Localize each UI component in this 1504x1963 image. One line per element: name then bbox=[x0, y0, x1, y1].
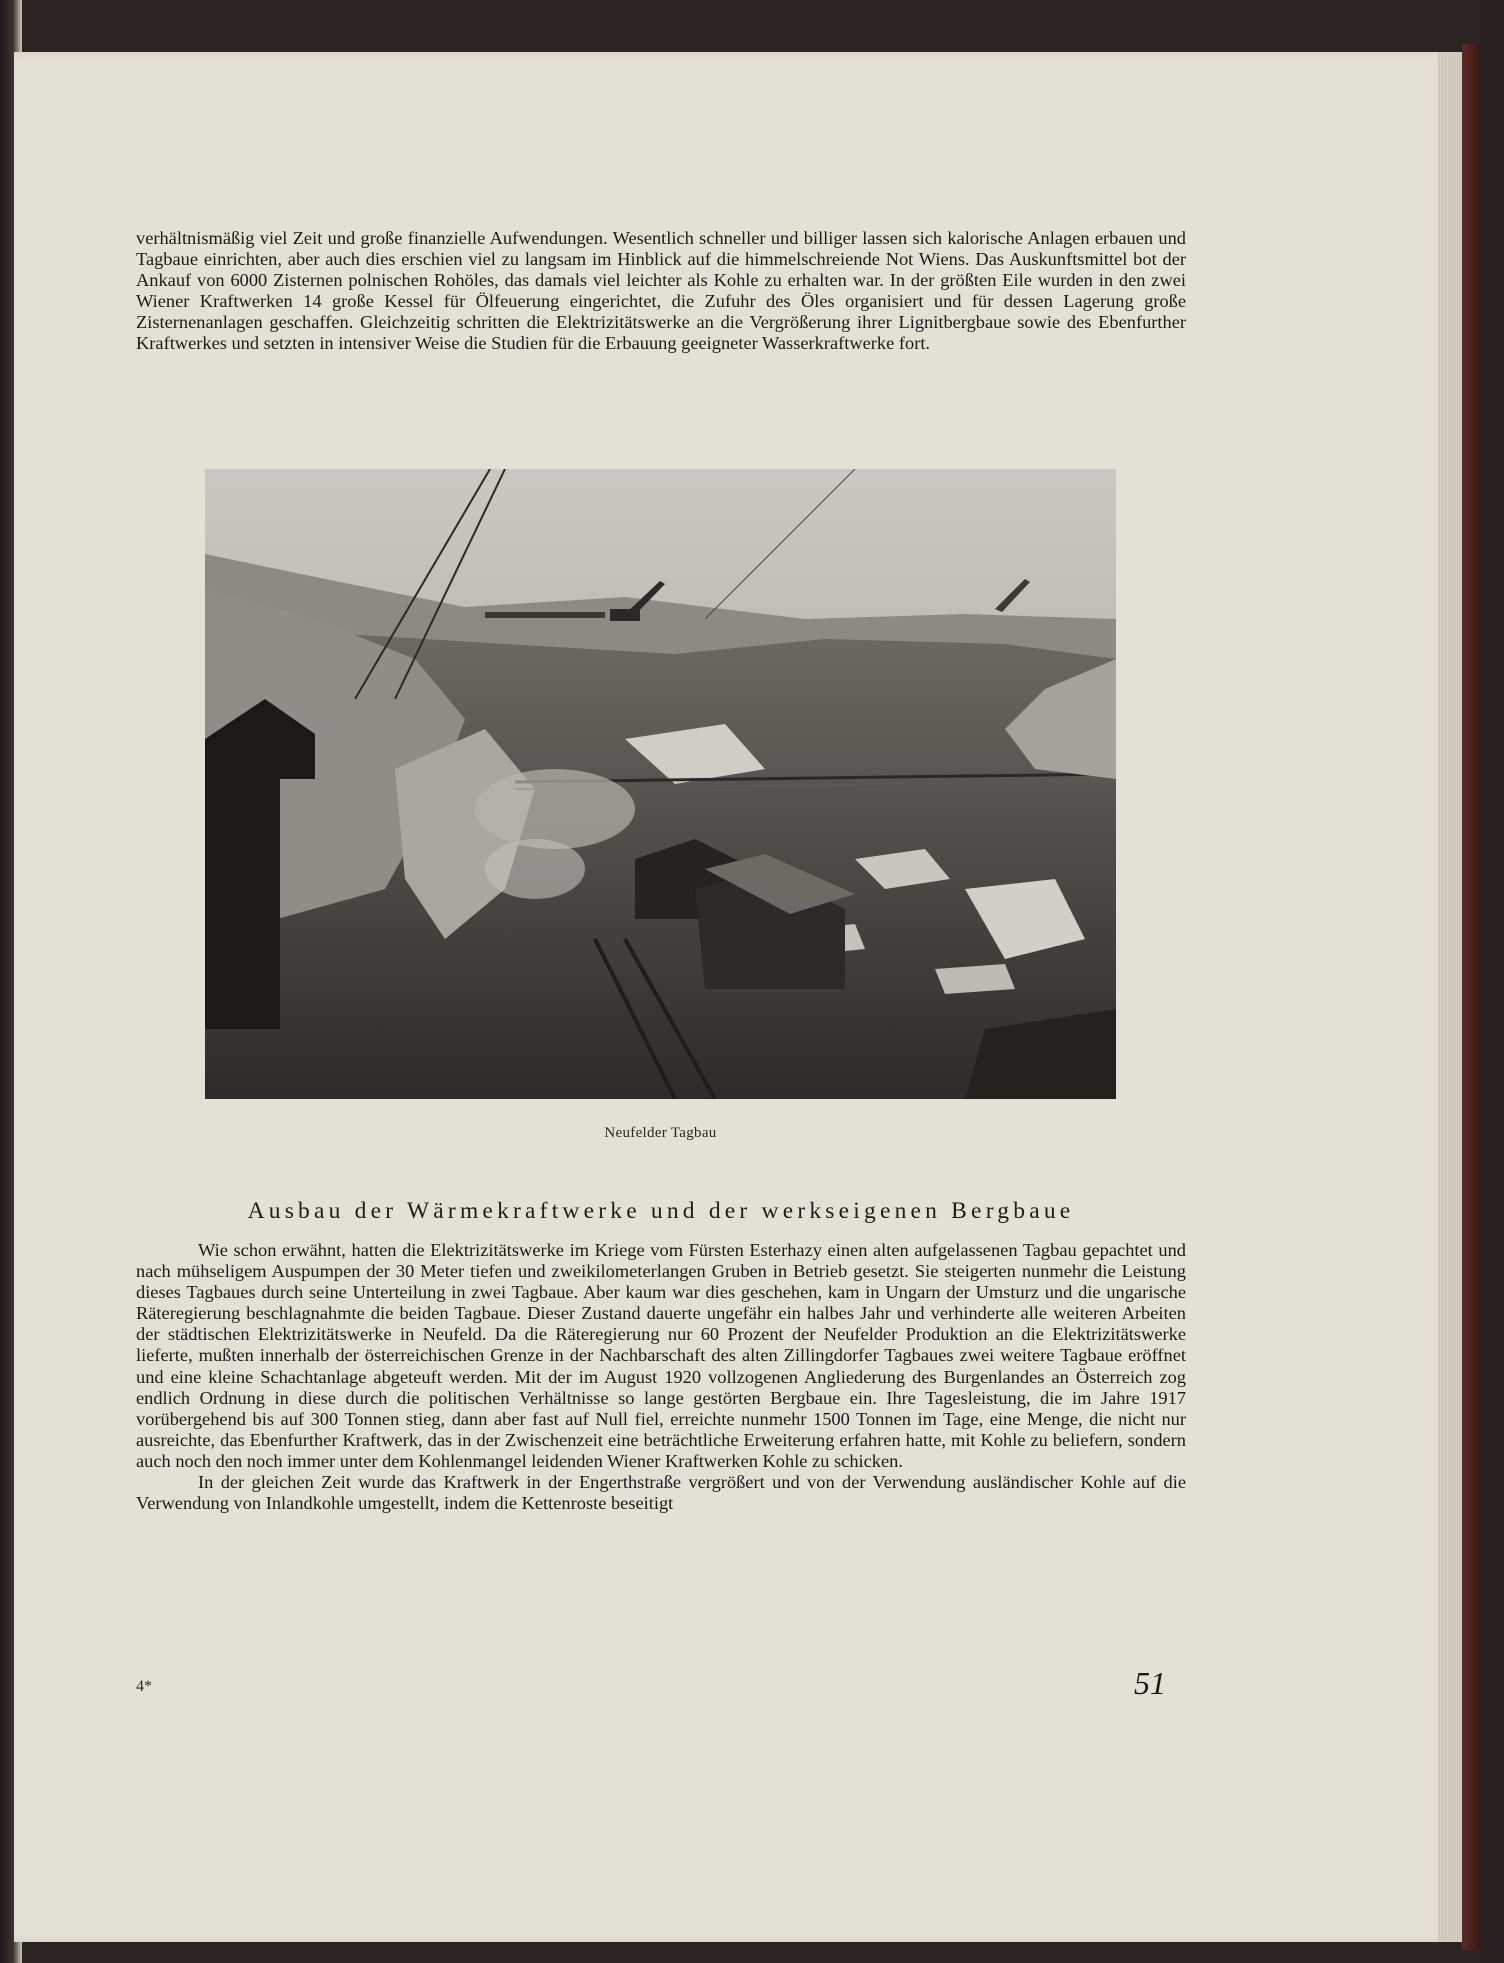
section-heading: Ausbau der Wärmekraftwerke und der werkseigenen Bergbaue bbox=[247, 1198, 1075, 1224]
mine-photograph bbox=[205, 469, 1116, 1099]
page-stack-edge bbox=[1438, 52, 1462, 1942]
section-paragraph-1: Wie schon erwähnt, hatten die Elektrizitätswerke im Kriege vom Fürsten Esterhazy einen alten aufgelassenen Tagbau gepachtet und nach mühseligem Auspumpen der 30 Meter tiefen und zweikilometerlangen Gruben in Betrieb gesetzt. Sie steigerten nunmehr die Leistung dieses Tagbaues durch seine Unterteilung in zwei Tagbaue. Aber kaum war dies geschehen, kam in Ungarn der Umsturz und die ungarische Räteregierung beschlagnahmte die beiden Tagbaue. Dieser Zustand dauerte ungefähr ein halbes Jahr und verhinderte alle weiteren Arbeiten der städtischen Elektrizitätswerke in Neufeld. Da die Räteregierung nur 60 Prozent der Neufelder Produktion an die Elektrizitätswerke lieferte, mußten innerhalb der österreichischen Grenze in der Nachbarschaft des alten Zillingdorfer Tagbaues zwei weitere Tagbaue eröffnet und eine kleine Schachtanlage abgeteuft werden. Mit der im August 1920 vollzogenen Angliederung des Burgenlandes an Österreich zog endlich Ordnung in diese durch die politischen Verhältnisse so lange gestörten Bergbaue ein. Ihre Tagesleistung, die im Jahre 1917 vorübergehend bis auf 300 Tonnen stieg, dann aber fast auf Null fiel, erreichte nunmehr 1500 Tonnen im Tage, eine Menge, die nicht nur ausreichte, das Ebenfurther Kraftwerk, das in der Zwischenzeit eine beträchtliche Erweiterung erfahren hatte, mit Kohle zu beliefern, sondern auch noch den noch immer unter dem Kohlenmangel leidenden Wiener Kraftwerken Kohle zu schicken. bbox=[136, 1240, 1186, 1471]
section-body bbox=[136, 1240, 1186, 1514]
section-paragraph-2: In der gleichen Zeit wurde das Kraftwerk in der Engerthstraße vergrößert und von der Verwendung ausländischer Kohle auf die Verwendung von Inlandkohle umgestellt, indem die Kettenroste beseitigt bbox=[136, 1472, 1186, 1514]
book-cover-edge bbox=[1462, 44, 1480, 1950]
page-number: 51 bbox=[1134, 1665, 1166, 1701]
book-spine-right bbox=[1480, 0, 1504, 1963]
open-pit-mine-image bbox=[205, 469, 1116, 1099]
signature-mark: 4* bbox=[136, 1678, 152, 1695]
top-paragraph: verhältnismäßig viel Zeit und große finanzielle Aufwendungen. Wesentlich schneller und billiger lassen sich kalorische Anlagen erbauen und Tagbaue einrichten, aber auch dies erschien viel zu langsam im Hinblick auf die himmelschreiende Not Wiens. Das Auskunftsmittel bot der Ankauf von 6000 Zisternen polnischen Rohöles, das damals viel leichter als Kohle zu erhalten war. In der größten Eile wurden in den zwei Wiener Kraftwerken 14 große Kessel für Ölfeuerung eingerichtet, die Zufuhr des Öles organisiert und für dessen Lagerung große Zisternenanlagen geschaffen. Gleichzeitig schritten die Elektrizitätswerke an die Vergrößerung ihrer Lignitbergbaue sowie des Ebenfurther Kraftwerkes und setzten in intensiver Weise die Studien für die Erbauung geeigneter Wasserkraftwerke fort. bbox=[136, 228, 1186, 354]
figure-caption: Neufelder Tagbau bbox=[604, 1125, 717, 1141]
top-paragraph-block bbox=[136, 228, 1186, 355]
